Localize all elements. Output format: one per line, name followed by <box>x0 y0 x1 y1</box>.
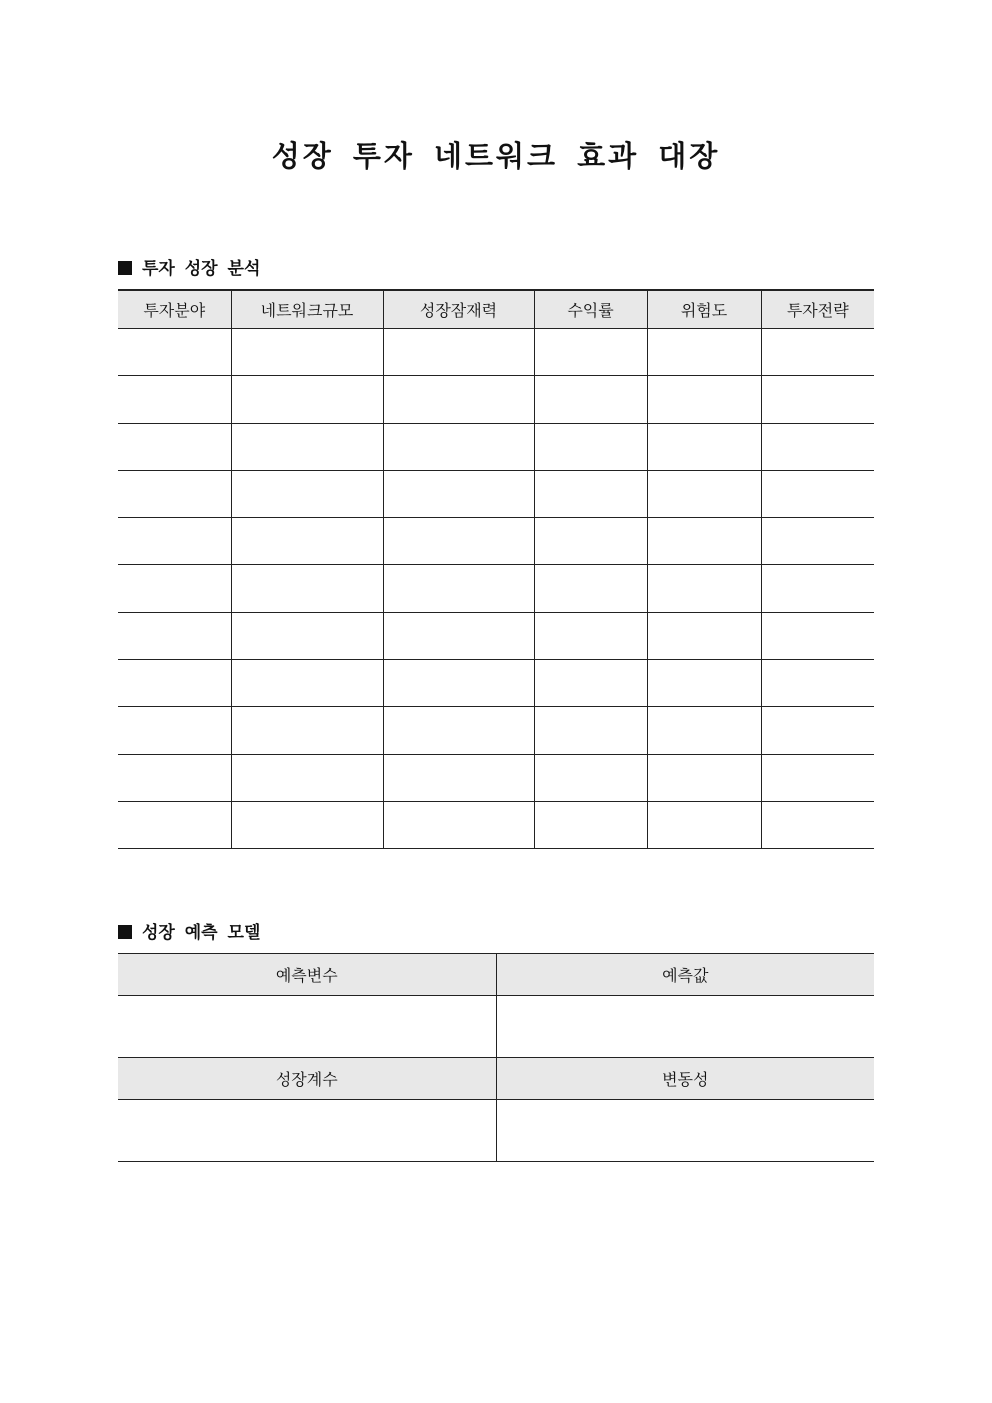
table-cell[interactable] <box>647 565 761 612</box>
table-row <box>118 801 874 848</box>
column-header: 예측변수 <box>118 954 496 996</box>
square-bullet-icon <box>118 925 132 939</box>
column-header: 투자분야 <box>118 290 231 329</box>
table-cell[interactable] <box>383 660 534 707</box>
table-row <box>118 470 874 517</box>
table-cell[interactable] <box>534 376 647 423</box>
table-row <box>118 707 874 754</box>
table-cell[interactable] <box>231 329 383 376</box>
table-row <box>118 518 874 565</box>
table-cell[interactable] <box>231 423 383 470</box>
column-header: 네트워크규모 <box>231 290 383 329</box>
table-cell[interactable] <box>647 801 761 848</box>
table-cell[interactable] <box>761 565 874 612</box>
table-cell[interactable] <box>647 470 761 517</box>
table-cell[interactable] <box>231 565 383 612</box>
section-heading-text: 성장 예측 모델 <box>142 923 261 943</box>
table-cell[interactable] <box>231 660 383 707</box>
table-row <box>118 754 874 801</box>
table-cell[interactable] <box>647 423 761 470</box>
table-cell[interactable] <box>383 423 534 470</box>
table-header-row <box>118 290 874 329</box>
table-cell[interactable] <box>761 801 874 848</box>
table-cell[interactable] <box>647 376 761 423</box>
section-heading-prediction-model <box>118 918 260 943</box>
page-title: 성장 투자 네트워크 효과 대장 <box>271 139 721 173</box>
column-header: 위험도 <box>647 290 761 329</box>
table-cell[interactable] <box>761 754 874 801</box>
table-cell[interactable] <box>118 996 496 1058</box>
table-cell[interactable] <box>383 707 534 754</box>
table-cell[interactable] <box>761 423 874 470</box>
table-cell[interactable] <box>383 565 534 612</box>
table-cell[interactable] <box>383 329 534 376</box>
table-cell[interactable] <box>231 518 383 565</box>
table-row <box>118 660 874 707</box>
table-cell[interactable] <box>231 612 383 659</box>
table-cell[interactable] <box>118 707 231 754</box>
table-cell[interactable] <box>534 470 647 517</box>
table-cell[interactable] <box>118 423 231 470</box>
table-cell[interactable] <box>118 801 231 848</box>
table-cell[interactable] <box>118 565 231 612</box>
table-cell[interactable] <box>534 754 647 801</box>
table-cell[interactable] <box>231 754 383 801</box>
table-cell[interactable] <box>761 612 874 659</box>
table-cell[interactable] <box>534 423 647 470</box>
table-cell[interactable] <box>118 329 231 376</box>
table-cell[interactable] <box>761 376 874 423</box>
table-cell[interactable] <box>118 376 231 423</box>
table-cell[interactable] <box>647 329 761 376</box>
table-cell[interactable] <box>534 518 647 565</box>
column-header: 성장잠재력 <box>383 290 534 329</box>
table-cell[interactable] <box>231 707 383 754</box>
column-header: 예측값 <box>496 954 874 996</box>
column-header: 투자전략 <box>761 290 874 329</box>
table-row <box>118 612 874 659</box>
table-cell[interactable] <box>761 470 874 517</box>
table-cell[interactable] <box>647 707 761 754</box>
table-cell[interactable] <box>383 518 534 565</box>
table-cell[interactable] <box>534 565 647 612</box>
table-cell[interactable] <box>383 470 534 517</box>
table-cell[interactable] <box>118 518 231 565</box>
table-row <box>118 1100 874 1162</box>
growth-analysis-table <box>118 289 874 849</box>
table-row <box>118 565 874 612</box>
table-cell[interactable] <box>496 996 874 1058</box>
table-cell[interactable] <box>231 470 383 517</box>
table-cell[interactable] <box>118 660 231 707</box>
table-cell[interactable] <box>118 754 231 801</box>
column-header: 변동성 <box>496 1058 874 1100</box>
column-header: 수익률 <box>534 290 647 329</box>
table-cell[interactable] <box>118 1100 496 1162</box>
square-bullet-icon <box>118 261 132 275</box>
table-cell[interactable] <box>118 470 231 517</box>
table-cell[interactable] <box>118 612 231 659</box>
table-cell[interactable] <box>383 376 534 423</box>
table-cell[interactable] <box>534 329 647 376</box>
table-row <box>118 376 874 423</box>
table-cell[interactable] <box>761 329 874 376</box>
table-cell[interactable] <box>496 1100 874 1162</box>
table-cell[interactable] <box>647 518 761 565</box>
table-cell[interactable] <box>383 754 534 801</box>
prediction-model-table <box>118 953 874 1162</box>
table-cell[interactable] <box>534 612 647 659</box>
table-header-row <box>118 954 874 996</box>
table-cell[interactable] <box>534 707 647 754</box>
table-cell[interactable] <box>647 754 761 801</box>
table-row <box>118 996 874 1058</box>
section-heading-growth-analysis <box>118 254 260 279</box>
column-header: 성장계수 <box>118 1058 496 1100</box>
table-cell[interactable] <box>647 612 761 659</box>
table-row <box>118 329 874 376</box>
table-cell[interactable] <box>761 518 874 565</box>
table-cell[interactable] <box>761 660 874 707</box>
table-cell[interactable] <box>534 801 647 848</box>
table-cell[interactable] <box>647 660 761 707</box>
table-cell[interactable] <box>231 376 383 423</box>
table-cell[interactable] <box>383 612 534 659</box>
section-heading-text: 투자 성장 분석 <box>142 259 261 279</box>
table-header-row <box>118 1058 874 1100</box>
table-cell[interactable] <box>231 801 383 848</box>
table-cell[interactable] <box>383 801 534 848</box>
table-cell[interactable] <box>534 660 647 707</box>
table-cell[interactable] <box>761 707 874 754</box>
table-row <box>118 423 874 470</box>
